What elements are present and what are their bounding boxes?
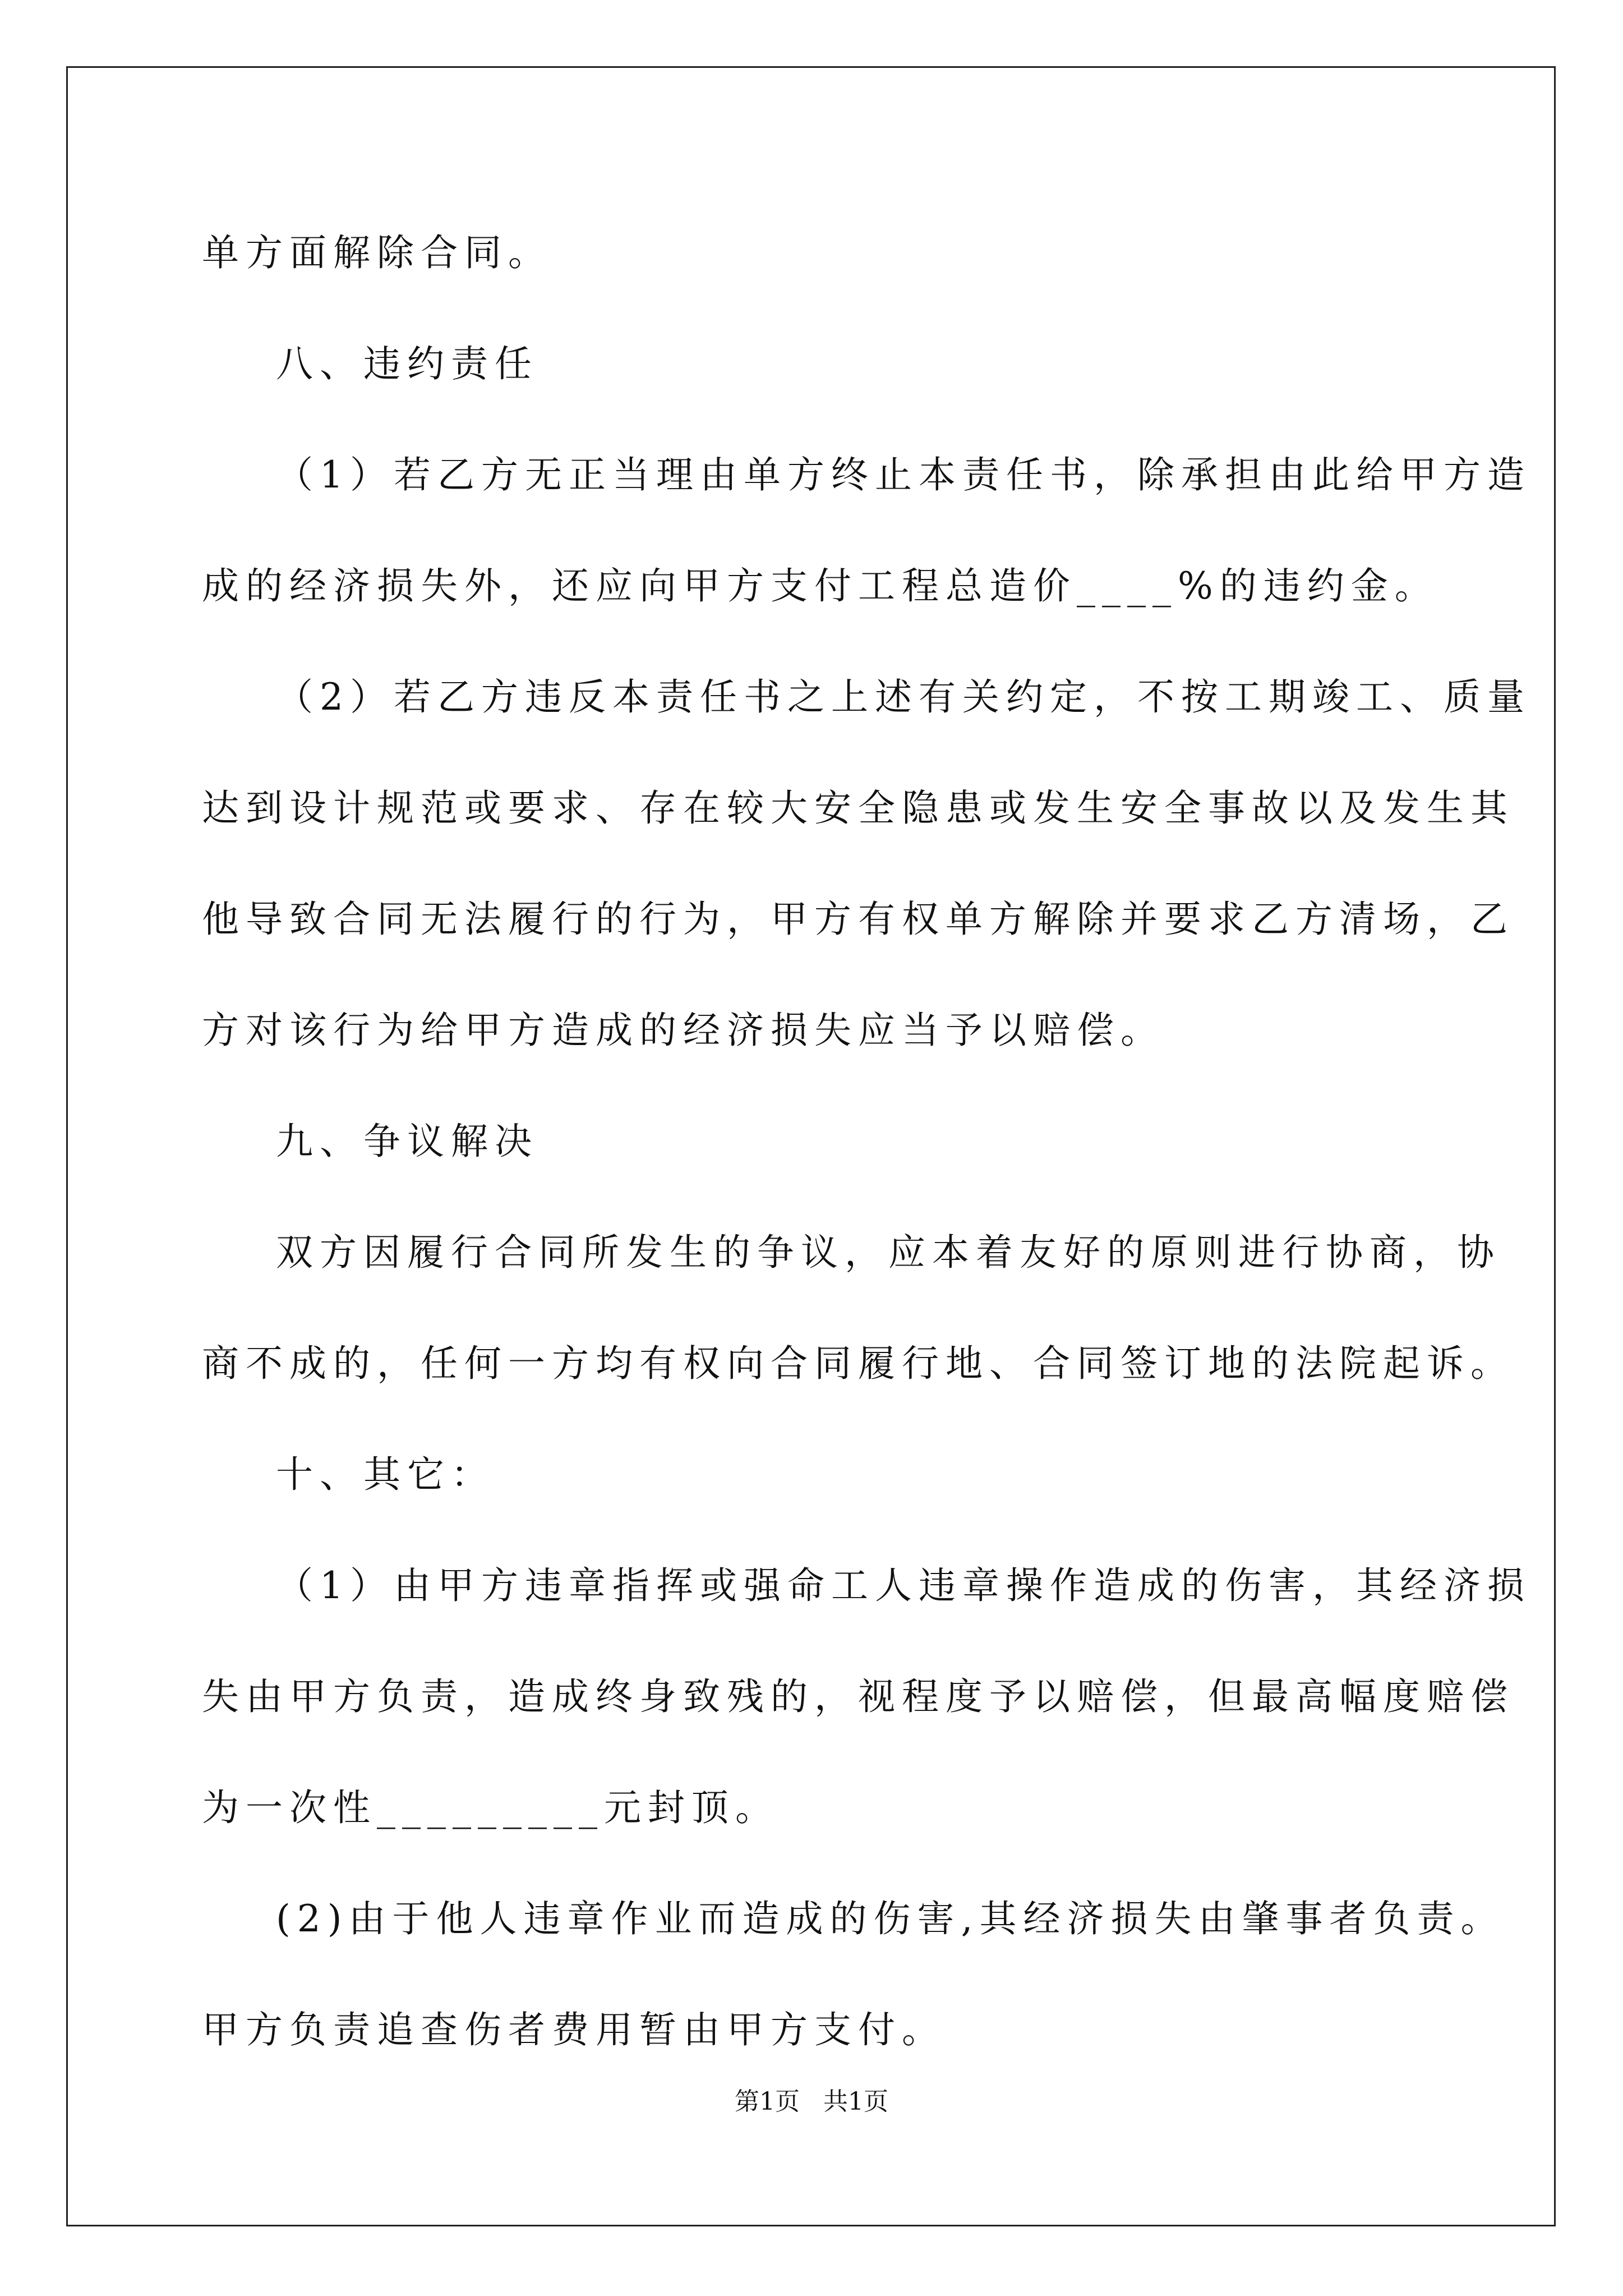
- paragraph-line: 达到设计规范或要求、存在较大安全隐患或发生安全事故以及发生其: [202, 786, 1514, 830]
- paragraph-line: 商不成的，任何一方均有权向合同履行地、合同签订地的法院起诉。: [202, 1342, 1514, 1385]
- paragraph-line: 为一次性_________元封顶。: [202, 1786, 779, 1829]
- document-body: [202, 197, 1531, 2086]
- paragraph-line: 方对该行为给甲方造成的经济损失应当予以赔偿。: [202, 1009, 1164, 1052]
- section-heading-breach: 八、违约责任: [276, 342, 538, 385]
- paragraph-line: 失由甲方负责，造成终身致残的，视程度予以赔偿，但最高幅度赔偿: [202, 1675, 1514, 1718]
- paragraph-line: （1）由甲方违章指挥或强命工人违章操作造成的伤害，其经济损: [276, 1564, 1531, 1607]
- paragraph-line: （1）若乙方无正当理由单方终止本责任书，除承担由此给甲方造: [276, 453, 1531, 496]
- paragraph-line: （2）若乙方违反本责任书之上述有关约定，不按工期竣工、质量: [276, 675, 1531, 719]
- paragraph-line: 单方面解除合同。: [202, 231, 552, 274]
- page-number-current: 第1页: [735, 2087, 800, 2116]
- paragraph-line: (2)由于他人违章作业而造成的伤害,其经济损失由肇事者负责。: [276, 1897, 1505, 1940]
- paragraph-line: 甲方负责追查伤者费用暂由甲方支付。: [202, 2008, 946, 2051]
- page-footer: [0, 2081, 1623, 2117]
- page-number-total: 共1页: [823, 2087, 888, 2116]
- paragraph-line: 他导致合同无法履行的行为，甲方有权单方解除并要求乙方清场，乙: [202, 898, 1514, 941]
- section-heading-other: 十、其它：: [276, 1453, 495, 1496]
- section-heading-dispute: 九、争议解决: [276, 1120, 538, 1163]
- paragraph-line: 双方因履行合同所发生的争议，应本着友好的原则进行协商，协: [276, 1231, 1501, 1274]
- paragraph-line: 成的经济损失外，还应向甲方支付工程总造价____%的违约金。: [202, 564, 1438, 608]
